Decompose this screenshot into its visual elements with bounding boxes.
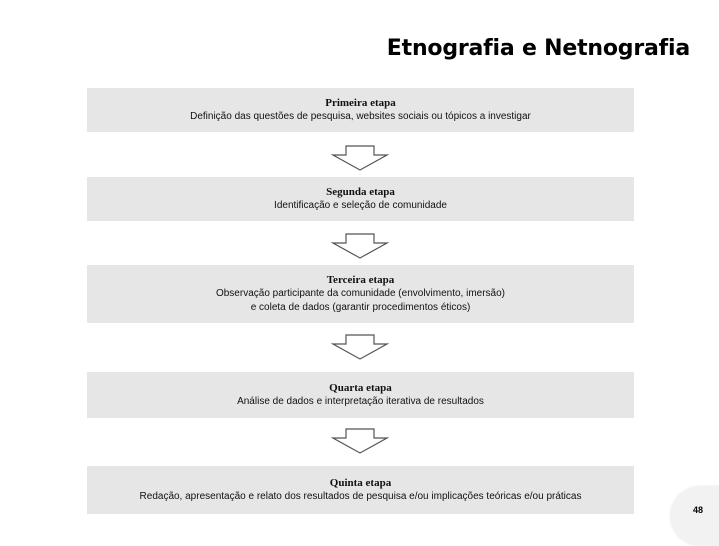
stage-title-5: Quinta etapa: [329, 477, 392, 489]
stage-desc-2-line-1: Identificação e seleção de comunidade: [274, 200, 447, 211]
down-arrow-icon: [331, 145, 389, 171]
down-arrow-icon: [331, 233, 389, 259]
stage-desc-4-line-1: Análise de dados e interpretação iterativa de resultados: [237, 396, 484, 407]
stage-desc-5-line-1: Redação, apresentação e relato dos resultados de pesquisa e/ou implicações teóricas e/ou práticas: [139, 491, 582, 502]
stage-box-3: [87, 265, 634, 323]
stage-desc-1-line-1: Definição das questões de pesquisa, websites sociais ou tópicos a investigar: [190, 111, 531, 122]
stage-box-1: [87, 88, 634, 132]
stage-title-3: Terceira etapa: [326, 274, 395, 286]
slide-title: Etnografia e Netnografia: [386, 36, 690, 61]
down-arrow-icon: [331, 428, 389, 454]
stage-title-1: Primeira etapa: [325, 97, 396, 109]
stage-title-2: Segunda etapa: [326, 186, 395, 198]
stage-desc-3-line-2: e coleta de dados (garantir procedimentos éticos): [250, 302, 471, 313]
page-number: 48: [693, 505, 704, 515]
stage-box-5: [87, 466, 634, 514]
page-number-tab: [671, 486, 719, 546]
stage-box-4: [87, 372, 634, 418]
down-arrow-icon: [331, 334, 389, 360]
stage-desc-3-line-1: Observação participante da comunidade (envolvimento, imersão): [215, 288, 506, 299]
stage-title-4: Quarta etapa: [329, 382, 392, 394]
stage-box-2: [87, 177, 634, 221]
